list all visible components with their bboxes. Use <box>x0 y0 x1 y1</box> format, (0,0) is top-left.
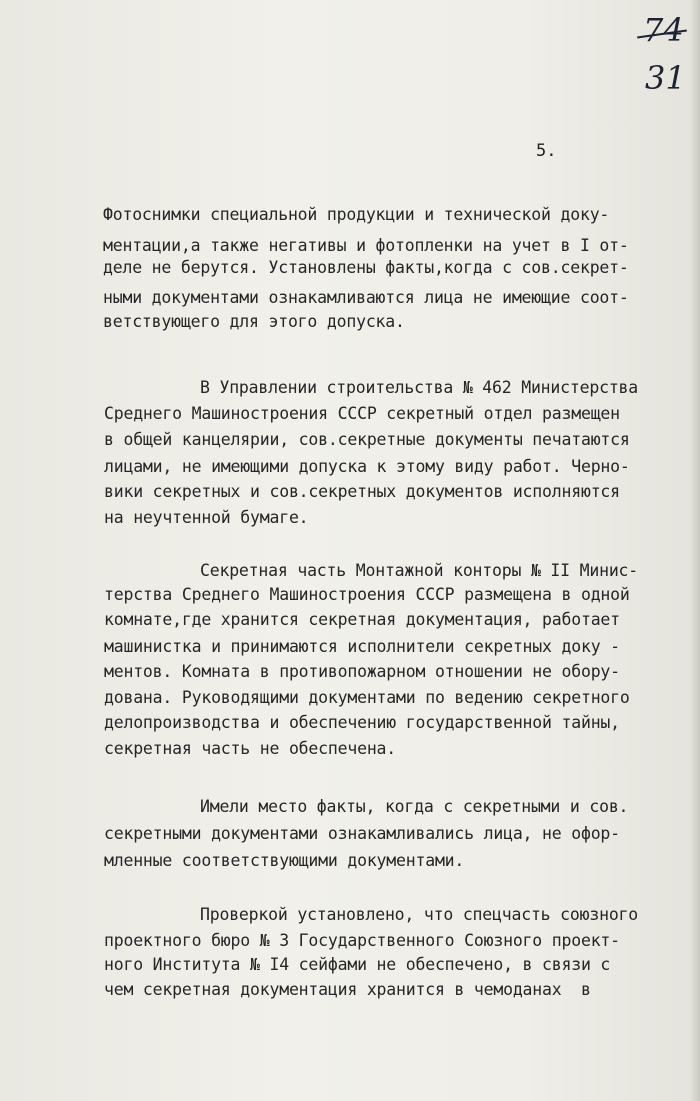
text-line: В Управлении строительства № 462 Министерства <box>200 378 639 397</box>
text-line: ментации,а также негативы и фотопленки на учет в I от- <box>103 236 629 255</box>
text-line: мленные соответствующими документами. <box>104 851 465 870</box>
text-line: дована. Руководящими документами по ведению секретного <box>104 688 630 707</box>
handwritten-crossed-number: 74 <box>643 11 684 49</box>
text-line: Имели место факты, когда с секретными и сов. <box>200 797 629 816</box>
text-line: в общей канцелярии, сов.секретные документы печатаются <box>104 430 630 449</box>
text-line: терства Среднего Машиностроения СССР размещена в одной <box>104 585 630 604</box>
text-line: ветствующего для этого допуска. <box>103 312 405 331</box>
text-line: ными документами ознакамливаются лица не имеющие соот- <box>103 288 629 307</box>
text-line: секретная часть не обеспечена. <box>104 739 397 758</box>
text-line: вики секретных и сов.секретных документов исполняются <box>104 482 620 501</box>
text-line: чем секретная документация хранится в чемоданах в <box>104 980 591 999</box>
text-line: лицами, не имеющими допуска к этому виду работ. Черно- <box>104 457 630 476</box>
text-line: Секретная часть Монтажной конторы № II Минис- <box>200 561 639 580</box>
text-line: делопроизводства и обеспечению государственной тайны, <box>104 713 620 732</box>
text-line: ного Института № I4 сейфами не обеспечено, в связи с <box>104 955 611 974</box>
page-edge-shadow <box>690 0 700 1101</box>
text-line: Среднего Машиностроения СССР секретный отдел размещен <box>104 404 620 423</box>
text-line: секретными документами ознакамливались лица, не офор- <box>104 824 620 843</box>
text-line: деле не берутся. Установлены факты,когда с сов.секрет- <box>103 258 629 277</box>
text-line: ментов. Комната в противопожарном отношении не обору- <box>104 662 620 681</box>
text-line: машинистка и принимаются исполнители секретных доку - <box>104 637 620 656</box>
text-line: проектного бюро № 3 Государственного Союзного проект- <box>104 931 620 950</box>
text-line: Фотоснимки специальной продукции и технической доку- <box>103 205 610 224</box>
page-number: 5. <box>536 141 557 161</box>
text-line: комнате,где хранится секретная документация, работает <box>104 610 620 629</box>
text-line: на неучтенной бумаге. <box>104 508 309 527</box>
text-line: Проверкой установлено, что спецчасть союзного <box>200 905 639 924</box>
handwritten-page-number: 31 <box>645 59 686 97</box>
